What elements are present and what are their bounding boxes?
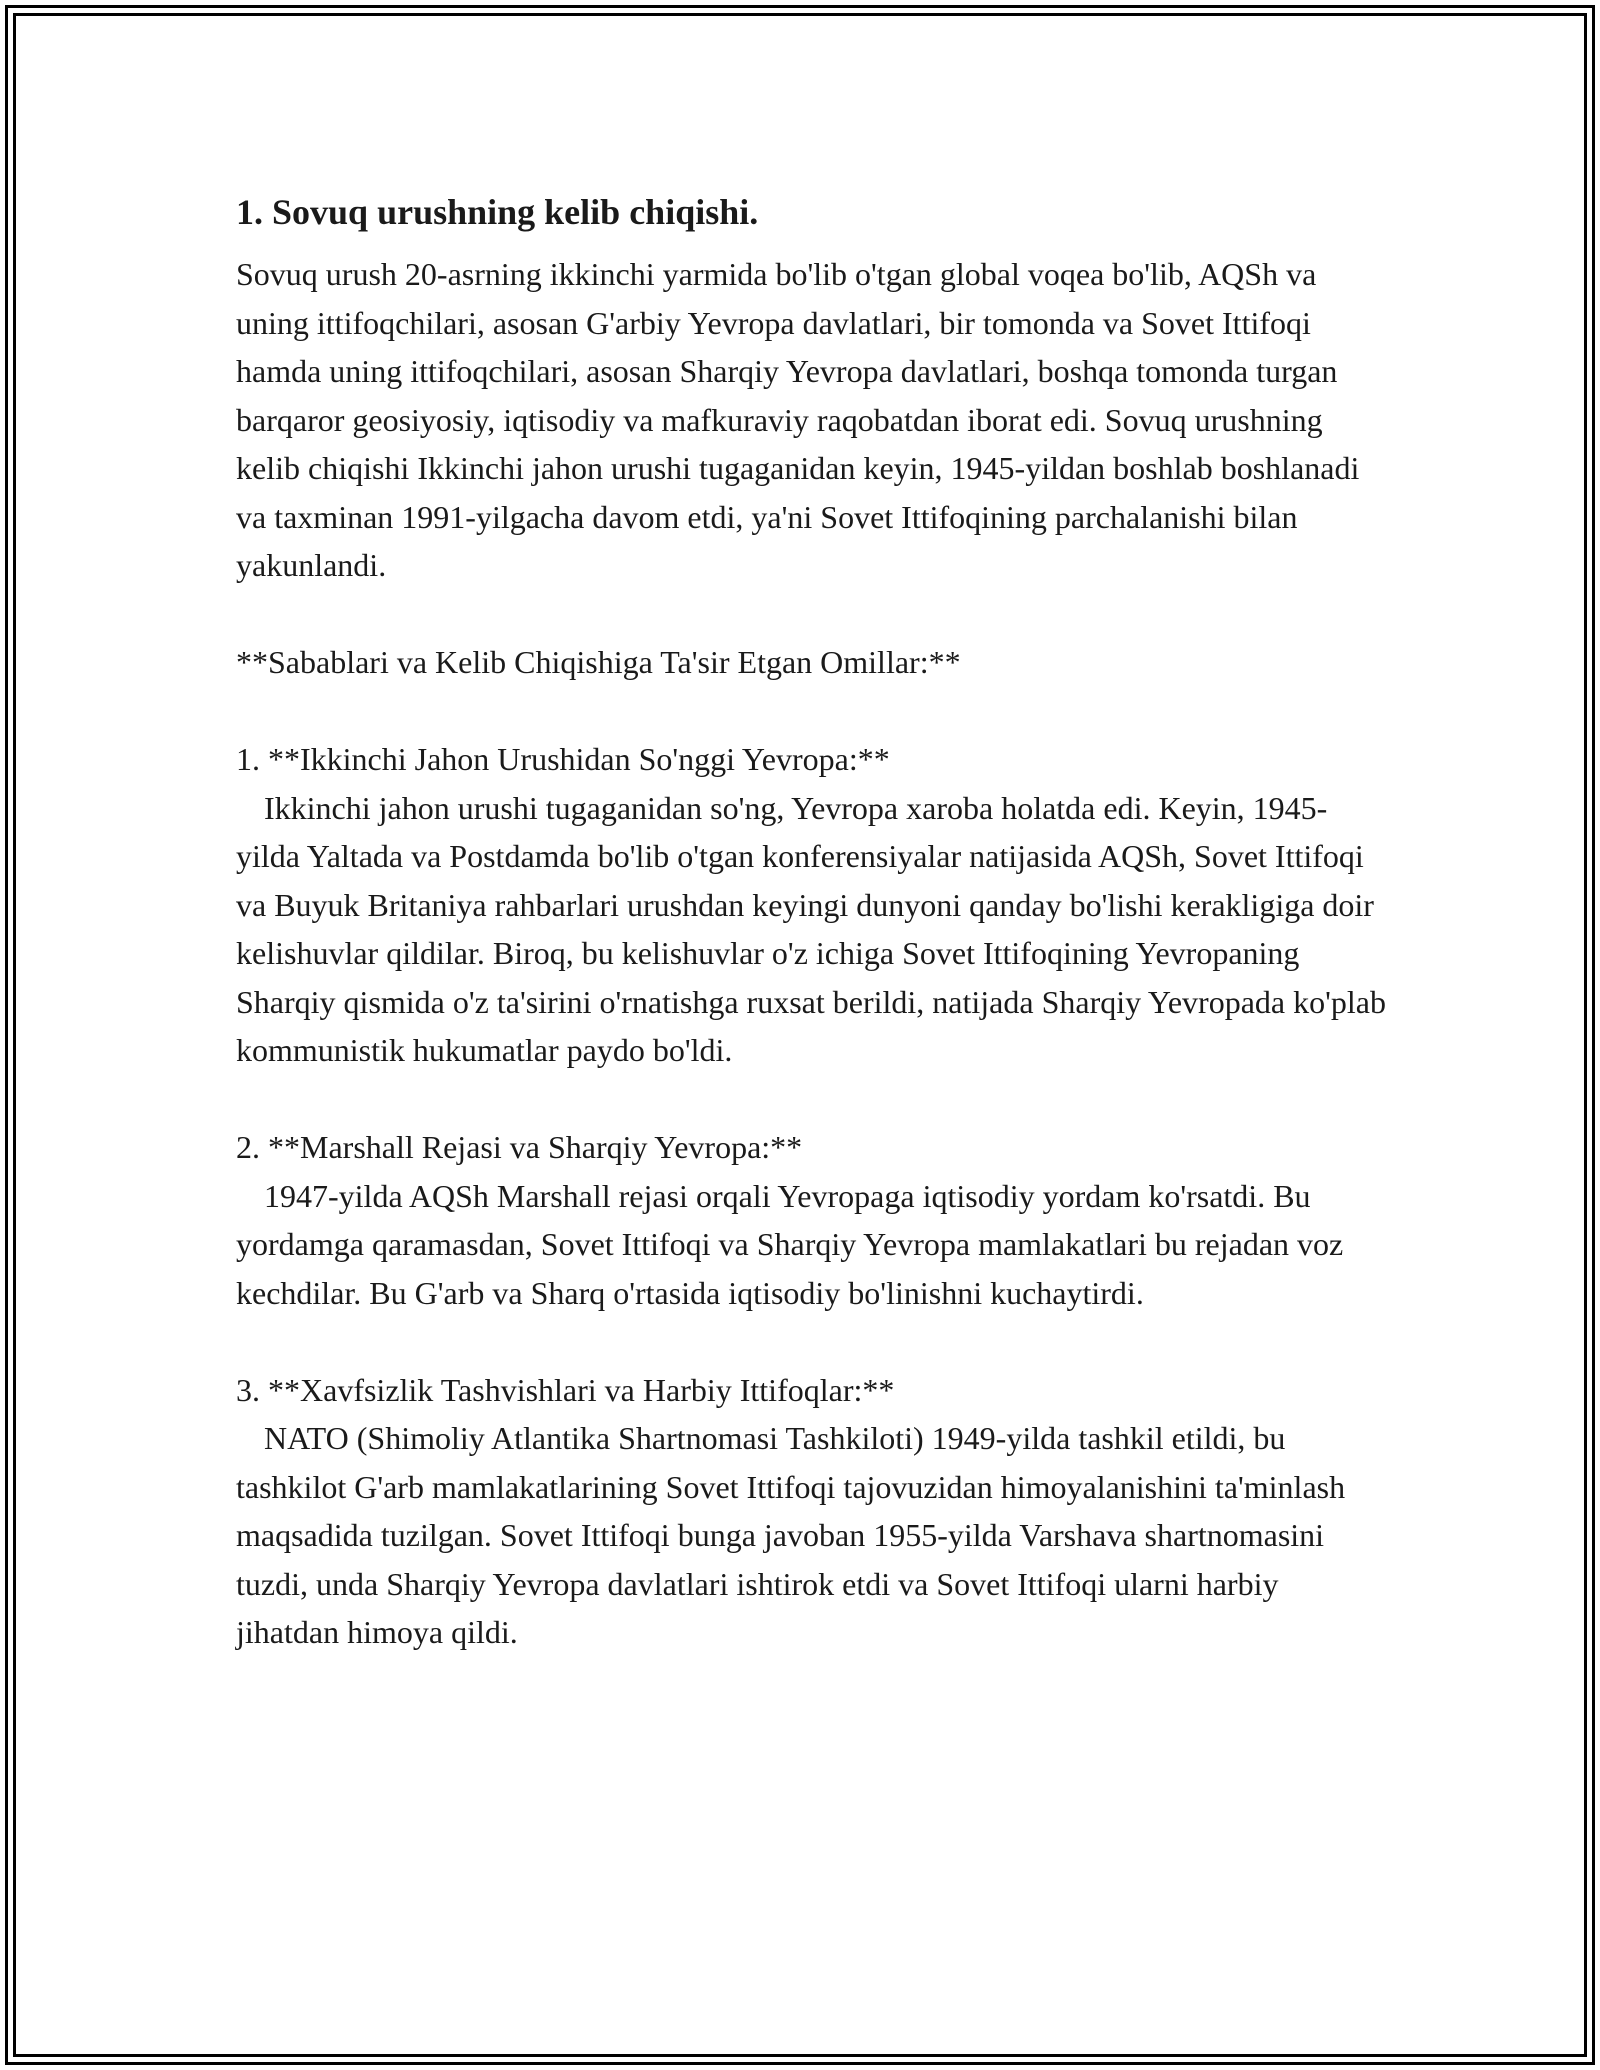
list-item <box>236 1123 1386 1317</box>
causes-heading: **Sabablari va Kelib Chiqishiga Ta'sir Etgan Omillar:** <box>236 644 961 680</box>
intro-paragraph: Sovuq urush 20-asrning ikkinchi yarmida bo'lib o'tgan global voqea bo'lib, AQSh va uning ittifoqchilari, asosan G'arbiy Yevropa davlatlari, bir tomonda va Sovet Ittifoqi hamda uning ittifoqchilari, asosan Sharqiy Yevropa davlatlari, boshqa tomonda turgan barqaror geosiyosiy, iqtisodiy va mafkuraviy raqobatdan iborat edi. Sovuq urushning kelib chiqishi Ikkinchi jahon urushi tugaganidan keyin, 1945-yildan boshlab boshlanadi va taxminan 1991-yilgacha davom etdi, ya'ni Sovet Ittifoqining parchalanishi bilan yakunlandi. <box>236 256 1360 583</box>
list-item <box>236 1366 1386 1657</box>
list-item-heading: 3. **Xavfsizlik Tashvishlari va Harbiy Ittifoqlar:** <box>236 1371 895 1408</box>
document-title: 1. Sovuq urushning kelib chiqishi. <box>236 192 759 232</box>
list-item-text <box>236 1414 1386 1657</box>
list-item-text <box>236 784 1386 1075</box>
list-item <box>236 735 1386 1075</box>
list-item-heading: 2. **Marshall Rejasi va Sharqiy Yevropa:** <box>236 1129 803 1165</box>
list-item-text-content: 1947-yilda AQSh Marshall rejasi orqali Yevropaga iqtisodiy yordam ko'rsatdi. Bu yordamga qaramasdan, Sovet Ittifoqi va Sharqiy Yevropa mamlakatlari bu rejadan voz kechdilar. Bu G'arb va Sharq o'rtasida iqtisodiy bo'linishni kuchaytirdi. <box>236 1177 1344 1311</box>
list-item-heading: 1. **Ikkinchi Jahon Urushidan So'nggi Yevropa:** <box>236 741 890 777</box>
list-item-text <box>236 1172 1386 1318</box>
document-body <box>236 186 1386 1657</box>
list-item-text-content: NATO (Shimoliy Atlantika Shartnomasi Tashkiloti) 1949-yilda tashkil etildi, bu tashkilot G'arb mamlakatlarining Sovet Ittifoqi tajovuzidan himoyalanishini ta'minlash maqsadida tuzilgan. Sovet Ittifoqi bunga javoban 1955-yilda Varshava shartnomasini tuzdi, unda Sharqiy Yevropa davlatlari ishtirok etdi va Sovet Ittifoqi ularni harbiy jihatdan himoya qildi. <box>236 1420 1346 1650</box>
list-item-text-content: Ikkinchi jahon urushi tugaganidan so'ng, Yevropa xaroba holatda edi. Keyin, 1945-yilda Yaltada va Postdamda bo'lib o'tgan konferensiyalar natijasida AQSh, Sovet Ittifoqi va Buyuk Britaniya rahbarlari urushdan keyingi dunyoni qanday bo'lishi kerakligiga doir kelishuvlar qildilar. Biroq, bu kelishuvlar o'z ichiga Sovet Ittifoqining Yevropaning Sharqiy qismida o'z ta'sirini o'rnatishga ruxsat berildi, natijada Sharqiy Yevropada ko'plab kommunistik hukumatlar paydo bo'ldi. <box>236 789 1386 1068</box>
